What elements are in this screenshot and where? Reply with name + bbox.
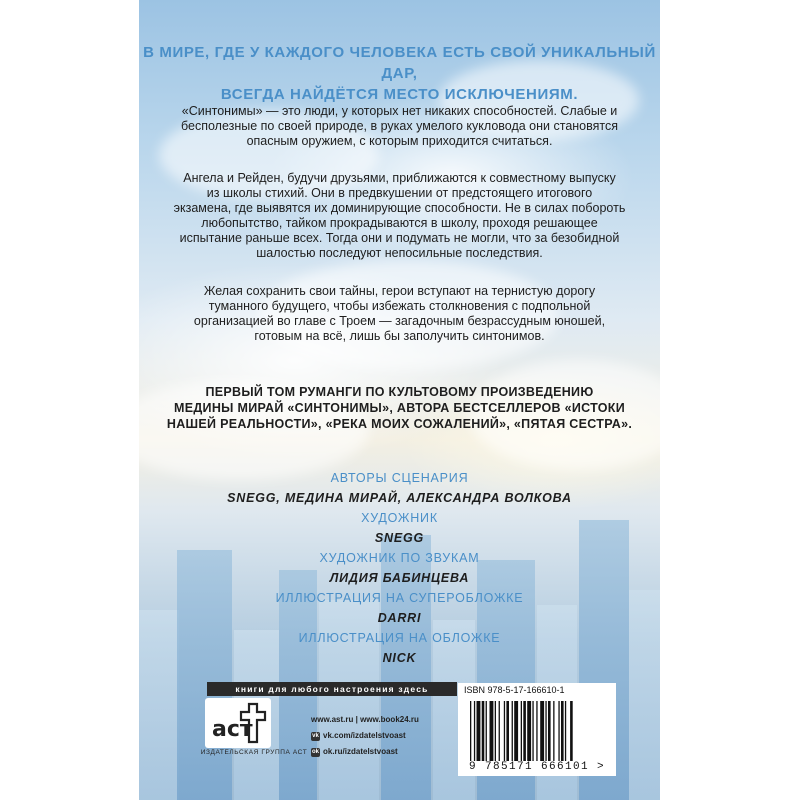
barcode-stripe: [548, 701, 551, 761]
paragraph-line: Ангела и Рейден, будучи друзьями, приближаются к совместному выпуску: [183, 171, 616, 185]
credit-name: DARRI: [377, 611, 422, 625]
barcode-stripe: [499, 701, 500, 761]
barcode-stripe: [514, 701, 518, 761]
credit-name: SNEGG, МЕДИНА МИРАЙ, АЛЕКСАНДРА ВОЛКОВА: [227, 491, 572, 505]
credits-list: [139, 468, 660, 668]
credit-role: ХУДОЖНИК: [361, 511, 438, 525]
barcode-stripe: [495, 701, 496, 761]
barcode-stripe: [540, 701, 544, 761]
synopsis-paragraph-3: [159, 284, 640, 344]
barcode-stripe: [506, 701, 509, 761]
barcode-stripe: [545, 701, 546, 761]
credit-role: ХУДОЖНИК ПО ЗВУКАМ: [319, 551, 480, 565]
ast-logo: [205, 698, 271, 748]
credit-name: SNEGG: [374, 531, 425, 545]
paragraph-line: «Синтонимы» — это люди, у которых нет никаких способностей. Слабые и: [181, 104, 618, 118]
barcode-stripe: [482, 701, 485, 761]
isbn-label: ISBN 978-5-17-166610-1: [464, 685, 565, 695]
barcode-stripe: [536, 701, 537, 761]
paragraph-line: опасным оружием, с которым приходится считаться.: [246, 134, 553, 148]
barcode-stripe: [504, 701, 505, 761]
barcode-stripe: [565, 701, 566, 761]
headline-line: В МИРЕ, ГДЕ У КАЖДОГО ЧЕЛОВЕКА ЕСТЬ СВОЙ УНИКАЛЬНЫЙ ДАР,: [143, 44, 656, 82]
isbn-barcode: [458, 683, 616, 776]
credit-role: ИЛЛЮСТРАЦИЯ НА СУПЕРОБЛОЖКЕ: [275, 591, 524, 605]
barcode-stripe: [532, 701, 533, 761]
barcode-stripe: [561, 701, 564, 761]
barcode-stripe: [553, 701, 554, 761]
paragraph-line: из школы стихий. Они в предвкушении от предстоящего итогового: [206, 186, 593, 200]
ok-link-text: ok.ru/izdatelstvoast: [323, 747, 398, 756]
vk-link-text: vk.com/izdatelstvoast: [323, 731, 406, 740]
paragraph-line: готовым на всё, лишь бы заполучить синтонимов.: [254, 329, 545, 343]
credit-role: АВТОРЫ СЦЕНАРИЯ: [330, 471, 469, 485]
credit-role: ИЛЛЮСТРАЦИЯ НА ОБЛОЖКЕ: [298, 631, 501, 645]
ok-icon: ok: [311, 748, 319, 755]
paragraph-line: организацией во главе с Троем — загадочным безрассудным юношей,: [193, 314, 606, 328]
paragraph-line: экзамена, где выявятся их доминирующие способности. Не в силах побороть: [173, 201, 626, 215]
barcode-stripe: [527, 701, 531, 761]
book-back-cover: [139, 0, 660, 800]
vk-icon: vk: [312, 732, 319, 739]
paragraph-line: туманного будущего, чтобы избежать столкновения с подпольной: [208, 299, 591, 313]
barcode-bars: [468, 701, 614, 761]
isbn-digits: 9 785171 666101 >: [468, 761, 606, 773]
slogan-bar: книги для любого настроения здесь: [207, 682, 457, 696]
paragraph-line: шалостью последуют непосильные последствия.: [256, 246, 543, 260]
barcode-stripe: [490, 701, 494, 761]
barcode-stripe: [512, 701, 513, 761]
barcode-stripe: [486, 701, 487, 761]
barcode-stripe: [523, 701, 526, 761]
barcode-stripe: [477, 701, 481, 761]
tagline-line: НАШЕЙ РЕАЛЬНОСТИ», «РЕКА МОИХ СОЖАЛЕНИЙ», «ПЯТАЯ СЕСТРА».: [166, 417, 633, 431]
paragraph-line: любопытство, тайком прокрадываются в школу, проходя решающее: [201, 216, 598, 230]
barcode-stripe: [570, 701, 573, 761]
series-tagline: [139, 384, 660, 432]
credit-name: ЛИДИЯ БАБИНЦЕВА: [329, 571, 470, 585]
tagline-line: МЕДИНЫ МИРАЙ «СИНТОНИМЫ», АВТОРА БЕСТСЕЛЛЕРОВ «ИСТОКИ: [174, 401, 625, 415]
barcode-stripe: [558, 701, 559, 761]
barcode-stripe: [470, 701, 471, 761]
synopsis-paragraph-2: [159, 171, 640, 261]
barcode-stripe: [474, 701, 475, 761]
publisher-name: ИЗДАТЕЛЬСКАЯ ГРУППА АСТ: [200, 749, 308, 756]
headline: [139, 42, 660, 105]
tagline-line: ПЕРВЫЙ ТОМ РУМАНГИ ПО КУЛЬТОВОМУ ПРОИЗВЕДЕНИЮ: [205, 385, 594, 399]
logo-text: аст: [212, 717, 253, 742]
barcode-stripe: [521, 701, 522, 761]
paragraph-line: Желая сохранить свои тайны, герои вступают на тернистую дорогу: [203, 284, 596, 298]
paragraph-line: испытание раньше всех. Тогда они и подумать не могли, что за безобидной: [179, 231, 620, 245]
headline-line: ВСЕГДА НАЙДЁТСЯ МЕСТО ИСКЛЮЧЕНИЯМ.: [220, 86, 579, 103]
website-links[interactable]: www.ast.ru | www.book24.ru: [311, 715, 419, 724]
paragraph-line: бесполезные по своей природе, в руках умелого кукловода они становятся: [180, 119, 618, 133]
synopsis-paragraph-1: [159, 104, 640, 149]
credit-name: NICK: [382, 651, 417, 665]
